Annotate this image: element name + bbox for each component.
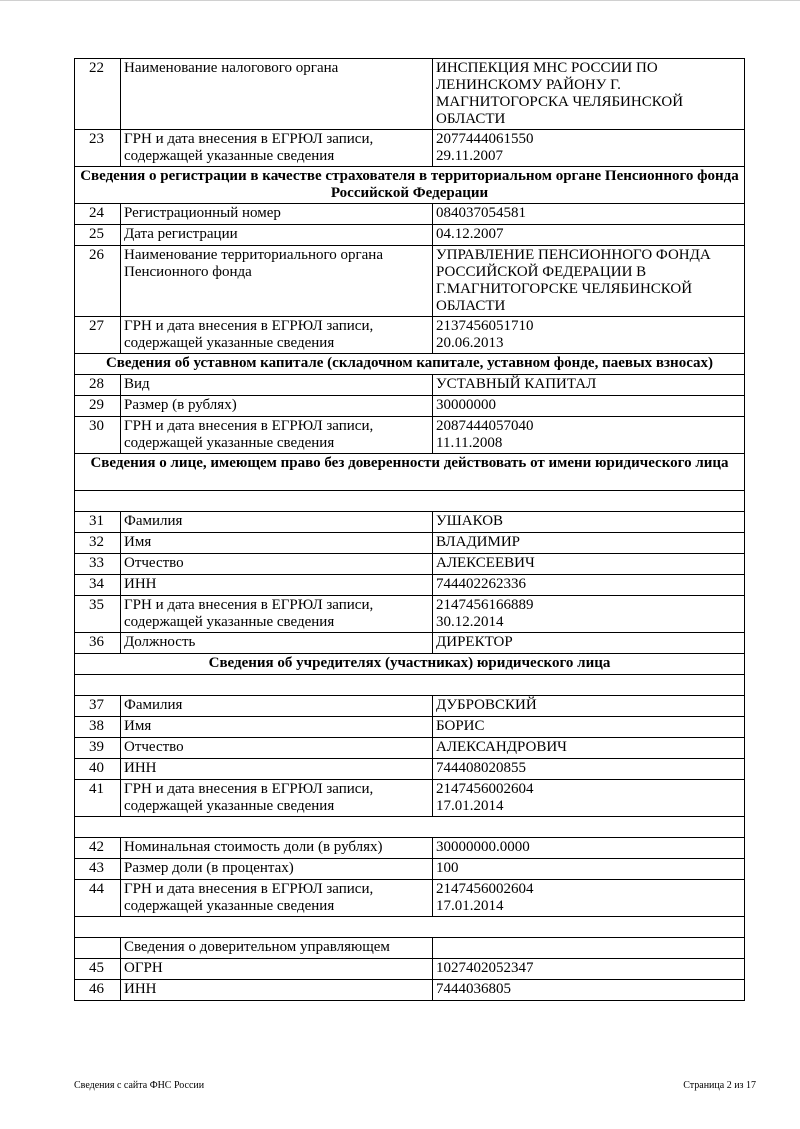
egrul-extract-table xyxy=(74,58,745,1001)
row-label: ГРН и дата внесения в ЕГРЮЛ записи, содержащей указанные сведения xyxy=(121,417,433,454)
table-row xyxy=(75,225,745,246)
row-number: 31 xyxy=(75,512,121,533)
section-heading: Сведения об учредителях (участниках) юридического лица xyxy=(75,654,745,675)
table-row xyxy=(75,980,745,1001)
row-value: УСТАВНЫЙ КАПИТАЛ xyxy=(433,375,745,396)
row-number: 30 xyxy=(75,417,121,454)
row-number: 41 xyxy=(75,780,121,817)
row-value: 2087444057040 11.11.2008 xyxy=(433,417,745,454)
row-value: 744402262336 xyxy=(433,575,745,596)
table-row xyxy=(75,780,745,817)
row-number: 38 xyxy=(75,717,121,738)
table-row xyxy=(75,396,745,417)
row-label: ИНН xyxy=(121,759,433,780)
blank-row xyxy=(75,917,745,938)
row-value: 2147456166889 30.12.2014 xyxy=(433,596,745,633)
section-heading: Сведения о лице, имеющем право без доверенности действовать от имени юридического лица xyxy=(75,454,745,491)
row-number xyxy=(75,938,121,959)
section-header-row xyxy=(75,167,745,204)
row-label: Регистрационный номер xyxy=(121,204,433,225)
row-value: УПРАВЛЕНИЕ ПЕНСИОННОГО ФОНДА РОССИЙСКОЙ ФЕДЕРАЦИИ В Г.МАГНИТОГОРСКЕ ЧЕЛЯБИНСКОЙ ОБЛАСТИ xyxy=(433,246,745,317)
row-value: АЛЕКСЕЕВИЧ xyxy=(433,554,745,575)
row-number: 24 xyxy=(75,204,121,225)
row-label: Дата регистрации xyxy=(121,225,433,246)
table-row xyxy=(75,880,745,917)
row-label: Имя xyxy=(121,717,433,738)
blank-cell xyxy=(75,491,745,512)
row-value: 2147456002604 17.01.2014 xyxy=(433,880,745,917)
row-number: 27 xyxy=(75,317,121,354)
row-value: 1027402052347 xyxy=(433,959,745,980)
row-value: УШАКОВ xyxy=(433,512,745,533)
row-number: 23 xyxy=(75,130,121,167)
row-value: 100 xyxy=(433,859,745,880)
row-value: 744408020855 xyxy=(433,759,745,780)
table-row xyxy=(75,130,745,167)
blank-row xyxy=(75,491,745,512)
table-row xyxy=(75,717,745,738)
table-row xyxy=(75,759,745,780)
row-label: Должность xyxy=(121,633,433,654)
row-value xyxy=(433,938,745,959)
row-label: Сведения о доверительном управляющем xyxy=(121,938,433,959)
table-row xyxy=(75,512,745,533)
row-label: ГРН и дата внесения в ЕГРЮЛ записи, содержащей указанные сведения xyxy=(121,317,433,354)
row-number: 35 xyxy=(75,596,121,633)
table-row xyxy=(75,204,745,225)
table-row xyxy=(75,696,745,717)
row-number: 40 xyxy=(75,759,121,780)
row-label: ГРН и дата внесения в ЕГРЮЛ записи, содержащей указанные сведения xyxy=(121,780,433,817)
section-heading: Сведения о регистрации в качестве страхователя в территориальном органе Пенсионного фонда Российской Федерации xyxy=(75,167,745,204)
row-label: ГРН и дата внесения в ЕГРЮЛ записи, содержащей указанные сведения xyxy=(121,130,433,167)
row-label: Номинальная стоимость доли (в рублях) xyxy=(121,838,433,859)
row-label: ГРН и дата внесения в ЕГРЮЛ записи, содержащей указанные сведения xyxy=(121,880,433,917)
section-header-row xyxy=(75,454,745,491)
table-row xyxy=(75,417,745,454)
row-value: ДИРЕКТОР xyxy=(433,633,745,654)
table-row xyxy=(75,554,745,575)
table-row xyxy=(75,59,745,130)
row-number: 26 xyxy=(75,246,121,317)
table-row xyxy=(75,959,745,980)
row-label: Отчество xyxy=(121,738,433,759)
row-number: 42 xyxy=(75,838,121,859)
section-header-row xyxy=(75,654,745,675)
row-number: 37 xyxy=(75,696,121,717)
row-label: Размер доли (в процентах) xyxy=(121,859,433,880)
table-row xyxy=(75,938,745,959)
row-value: ДУБРОВСКИЙ xyxy=(433,696,745,717)
table-row xyxy=(75,375,745,396)
table-row xyxy=(75,246,745,317)
table-row xyxy=(75,533,745,554)
footer-page-number: Страница 2 из 17 xyxy=(683,1080,756,1091)
row-label: ИНН xyxy=(121,980,433,1001)
row-label: Имя xyxy=(121,533,433,554)
row-number: 34 xyxy=(75,575,121,596)
table-row xyxy=(75,633,745,654)
row-number: 22 xyxy=(75,59,121,130)
row-number: 25 xyxy=(75,225,121,246)
row-number: 32 xyxy=(75,533,121,554)
table-row xyxy=(75,596,745,633)
row-value: 30000000.0000 xyxy=(433,838,745,859)
row-value: 2137456051710 20.06.2013 xyxy=(433,317,745,354)
blank-cell xyxy=(75,917,745,938)
row-value: БОРИС xyxy=(433,717,745,738)
row-label: Вид xyxy=(121,375,433,396)
footer-source: Сведения с сайта ФНС России xyxy=(74,1080,205,1091)
row-number: 46 xyxy=(75,980,121,1001)
row-number: 33 xyxy=(75,554,121,575)
row-label: ГРН и дата внесения в ЕГРЮЛ записи, содержащей указанные сведения xyxy=(121,596,433,633)
table-row xyxy=(75,738,745,759)
table-row xyxy=(75,575,745,596)
row-number: 44 xyxy=(75,880,121,917)
row-value: ВЛАДИМИР xyxy=(433,533,745,554)
blank-cell xyxy=(75,675,745,696)
row-number: 36 xyxy=(75,633,121,654)
section-header-row xyxy=(75,354,745,375)
table-row xyxy=(75,859,745,880)
row-label: Отчество xyxy=(121,554,433,575)
row-value: 7444036805 xyxy=(433,980,745,1001)
row-label: Фамилия xyxy=(121,696,433,717)
row-label: Наименование налогового органа xyxy=(121,59,433,130)
row-label: ОГРН xyxy=(121,959,433,980)
row-number: 29 xyxy=(75,396,121,417)
row-number: 43 xyxy=(75,859,121,880)
row-number: 28 xyxy=(75,375,121,396)
row-value: 2077444061550 29.11.2007 xyxy=(433,130,745,167)
table-row xyxy=(75,317,745,354)
blank-cell xyxy=(75,817,745,838)
row-value: АЛЕКСАНДРОВИЧ xyxy=(433,738,745,759)
row-value: 084037054581 xyxy=(433,204,745,225)
row-number: 39 xyxy=(75,738,121,759)
row-label: ИНН xyxy=(121,575,433,596)
row-value: 04.12.2007 xyxy=(433,225,745,246)
row-value: ИНСПЕКЦИЯ МНС РОССИИ ПО ЛЕНИНСКОМУ РАЙОНУ Г. МАГНИТОГОРСКА ЧЕЛЯБИНСКОЙ ОБЛАСТИ xyxy=(433,59,745,130)
row-value: 30000000 xyxy=(433,396,745,417)
row-label: Наименование территориального органа Пенсионного фонда xyxy=(121,246,433,317)
blank-row xyxy=(75,675,745,696)
row-label: Фамилия xyxy=(121,512,433,533)
row-number: 45 xyxy=(75,959,121,980)
row-label: Размер (в рублях) xyxy=(121,396,433,417)
table-row xyxy=(75,838,745,859)
row-value: 2147456002604 17.01.2014 xyxy=(433,780,745,817)
section-heading: Сведения об уставном капитале (складочном капитале, уставном фонде, паевых взносах) xyxy=(75,354,745,375)
blank-row xyxy=(75,817,745,838)
